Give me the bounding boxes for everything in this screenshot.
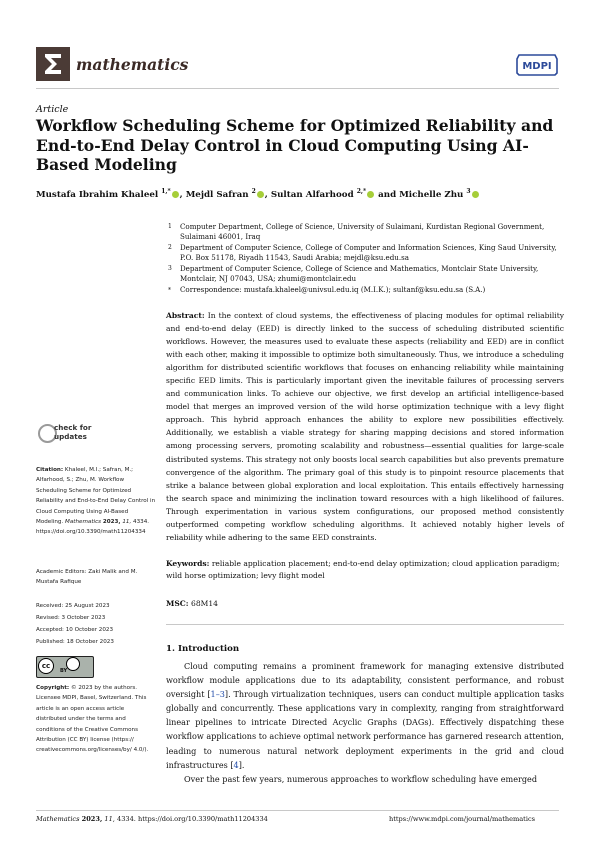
- paragraph: [166, 659, 564, 772]
- copyright: [36, 683, 156, 756]
- citation-journal: Mathematics: [65, 519, 102, 526]
- author-list: Mustafa Ibrahim Khaleel $^{1,*}$ , Mejdl Safran $^2$ , Sultan Alfarhood $^{2,*}$ and Michelle Zhu $^3$: [36, 188, 480, 200]
- author-name[interactable]: Michelle Zhu: [399, 189, 464, 200]
- orcid-icon[interactable]: [367, 191, 374, 198]
- abstract: [166, 309, 564, 544]
- check-updates-line: check for: [54, 423, 92, 432]
- footer-citation: [36, 815, 268, 823]
- citation: [36, 465, 156, 538]
- citation-label: Citation:: [36, 467, 64, 473]
- article-title: Workflow Scheduling Scheme for Optimized Reliability and End-to-End Delay Control in Cloud Computing Using AI-Based Modeling: [36, 116, 554, 174]
- author-affiliation: 1,*: [161, 188, 171, 195]
- footer-volume: 11,: [104, 815, 115, 823]
- affiliation-number: 1: [168, 223, 172, 230]
- msc-code: 68M14: [191, 599, 218, 608]
- cc-icon: cc: [38, 658, 54, 674]
- author-affiliation: 2: [251, 188, 256, 195]
- correspondence: Correspondence: mustafa.khaleel@univsul.edu.iq (M.I.K.); sultanf@ksu.edu.sa (S.A.): [180, 285, 486, 294]
- revised-date: Revised: 3 October 2023: [36, 615, 106, 621]
- mdpi-logo-icon: [515, 53, 559, 77]
- affiliation: Computer Department, College of Science, University of Sulaimani, Kurdistan Regional Government, Sulaimani 46001, Iraq: [180, 222, 545, 242]
- msc: [166, 599, 218, 608]
- citation-year: 2023,: [102, 519, 121, 526]
- abstract-text: In the context of cloud systems, the effectiveness of placing modules for optimal reliability and end-to-end delay (EED) is directly linked to the success of scheduling distributed scientific workflows. However, the measures used to evaluate these aspects (reliability and EED) are in conflict with each other, making it impossible to optimize both simultaneously. Thus, we introduce a scheduling algorithm for distributed scientific workflows that focuses on enhancing reliability while maintaining specific EED limits. This is particularly important given the inevitable failures of processing servers and communication links. To achieve our objective, we first develop an artificial intelligence-based model that merges an improved version of the wild horse optimization technique with a levy flight approach. This hybrid approach enhances the ability to explore new possibilities effectively. Additionally, we establish a viable strategy for sharing mapping decisions and stored information among processing servers, promoting scalability and robustness—essential qualities for large-scale distributed systems. This strategy not only boosts local search capabilities but also prevents premature convergence of the algorithm. The primary goal of this study is to pinpoint resource placements that strike a balance between global exploration and local exploitation. This entails effectively harnessing the search space and minimizing the inclination toward resources with a high likelihood of failures. Through experimentation in various system configurations, our proposed method consistently outperformed competing workflow scheduling algorithms. It achieved notably higher levels of reliability while adhering to the same EED constraints.: [166, 311, 565, 542]
- citation-text: Khaleel, M.I.; Safran, M.; Alfarhood, S.; Zhu, M. Workflow Scheduling Scheme for Optimized Reliability and End-to-End Delay Control in Cloud Computing Using AI-Based Modeling.: [36, 467, 156, 526]
- journal-logo: [36, 47, 70, 81]
- footer-rule: [36, 810, 559, 811]
- academic-editors: Academic Editors: Zaki Malik and M. Mustafa Rafique: [36, 569, 138, 586]
- author-name[interactable]: Sultan Alfarhood: [270, 189, 354, 200]
- paragraph-text: Cloud computing remains a prominent framework for managing extensive distributed workflow module applications due to its adaptability, consistent performance, and robust oversight [: [166, 661, 564, 700]
- citation-doi[interactable]: 4334. https://doi.org/10.3390/math11204334: [36, 519, 150, 536]
- author-affiliation: 3: [466, 188, 471, 195]
- header-rule: [36, 88, 559, 89]
- accepted-date: Accepted: 10 October 2023: [36, 627, 114, 633]
- section-heading: 1. Introduction: [166, 644, 240, 654]
- keywords-label: Keywords:: [166, 559, 210, 568]
- author-name[interactable]: Mejdl Safran: [185, 189, 249, 200]
- affiliation-number: 3: [168, 265, 172, 272]
- copyright-label: Copyright:: [36, 685, 70, 691]
- citation-volume: 11,: [122, 519, 132, 526]
- paragraph: Over the past few years, numerous approaches to workflow scheduling have emerged: [184, 773, 538, 784]
- footer-year: 2023,: [81, 815, 103, 823]
- author-name[interactable]: Mustafa Ibrahim Khaleel: [36, 189, 159, 200]
- check-updates-line: updates: [54, 432, 87, 441]
- affiliation-number: *: [168, 287, 171, 294]
- paragraph-text: ]. Through virtualization techniques, users can conduct multiple application tasks globally and concurrently. These applications vary in complexity, ranging from straightforward linear pipelines to intricate Directed Acyclic Graphs (DAGs). Effectively dispatching these workflow applications to achieve optimal network performance has garnered research attention, leading to numerous natural network deployment experiments in the grid and cloud infrastructures [: [166, 689, 564, 770]
- copyright-text: © 2023 by the authors. Licensee MDPI, Basel, Switzerland. This article is an open access article distributed under the terms and conditions of the Creative Commons Attribution (CC BY) license (https:// creativecommons.org/licenses/by/ 4.0/).: [36, 685, 149, 754]
- cc-by-label: BY: [60, 668, 68, 674]
- keywords-text: reliable application placement; end-to-end delay optimization; cloud application paradigm; wild horse optimization; levy flight model: [166, 559, 560, 581]
- section-rule: [166, 624, 564, 625]
- article-type: Article: [36, 104, 69, 115]
- mdpi-logo: [515, 53, 559, 77]
- keywords: [166, 558, 564, 583]
- received-date: Received: 25 August 2023: [36, 603, 110, 609]
- reference-link[interactable]: 1–3: [210, 689, 225, 700]
- mdpi-logo-text: MDPI: [522, 61, 552, 72]
- affiliation: Department of Computer Science, College of Computer and Information Sciences, King Saud University, P.O. Box 51178, Riyadh 11543, Saudi Arabia; mejdl@ksu.edu.sa: [180, 243, 557, 263]
- sigma-icon: [36, 47, 70, 81]
- paragraph-text: ].: [238, 759, 245, 770]
- reference-link[interactable]: 4: [233, 759, 239, 770]
- footer-doi[interactable]: 4334. https://doi.org/10.3390/math11204334: [117, 815, 268, 823]
- orcid-icon[interactable]: [257, 191, 264, 198]
- footer-journal-url[interactable]: https://www.mdpi.com/journal/mathematics: [389, 815, 536, 823]
- affiliation-number: 2: [168, 244, 172, 251]
- abstract-label: Abstract:: [166, 311, 205, 320]
- orcid-icon[interactable]: [472, 191, 479, 198]
- introduction-body: [166, 659, 564, 786]
- affiliation: Department of Computer Science, College of Science and Mathematics, Montclair State University, Montclair, NJ 07043, USA; zhumi@montclair.edu: [180, 264, 539, 284]
- author-affiliation: 2,*: [356, 188, 367, 195]
- journal-name: mathematics: [76, 55, 189, 74]
- footer-journal: Mathematics: [36, 815, 80, 823]
- published-date: Published: 18 October 2023: [36, 639, 114, 645]
- check-for-updates-button[interactable]: [54, 423, 91, 441]
- orcid-icon[interactable]: [172, 191, 179, 198]
- by-person-icon: [66, 657, 80, 671]
- msc-label: MSC:: [166, 599, 189, 608]
